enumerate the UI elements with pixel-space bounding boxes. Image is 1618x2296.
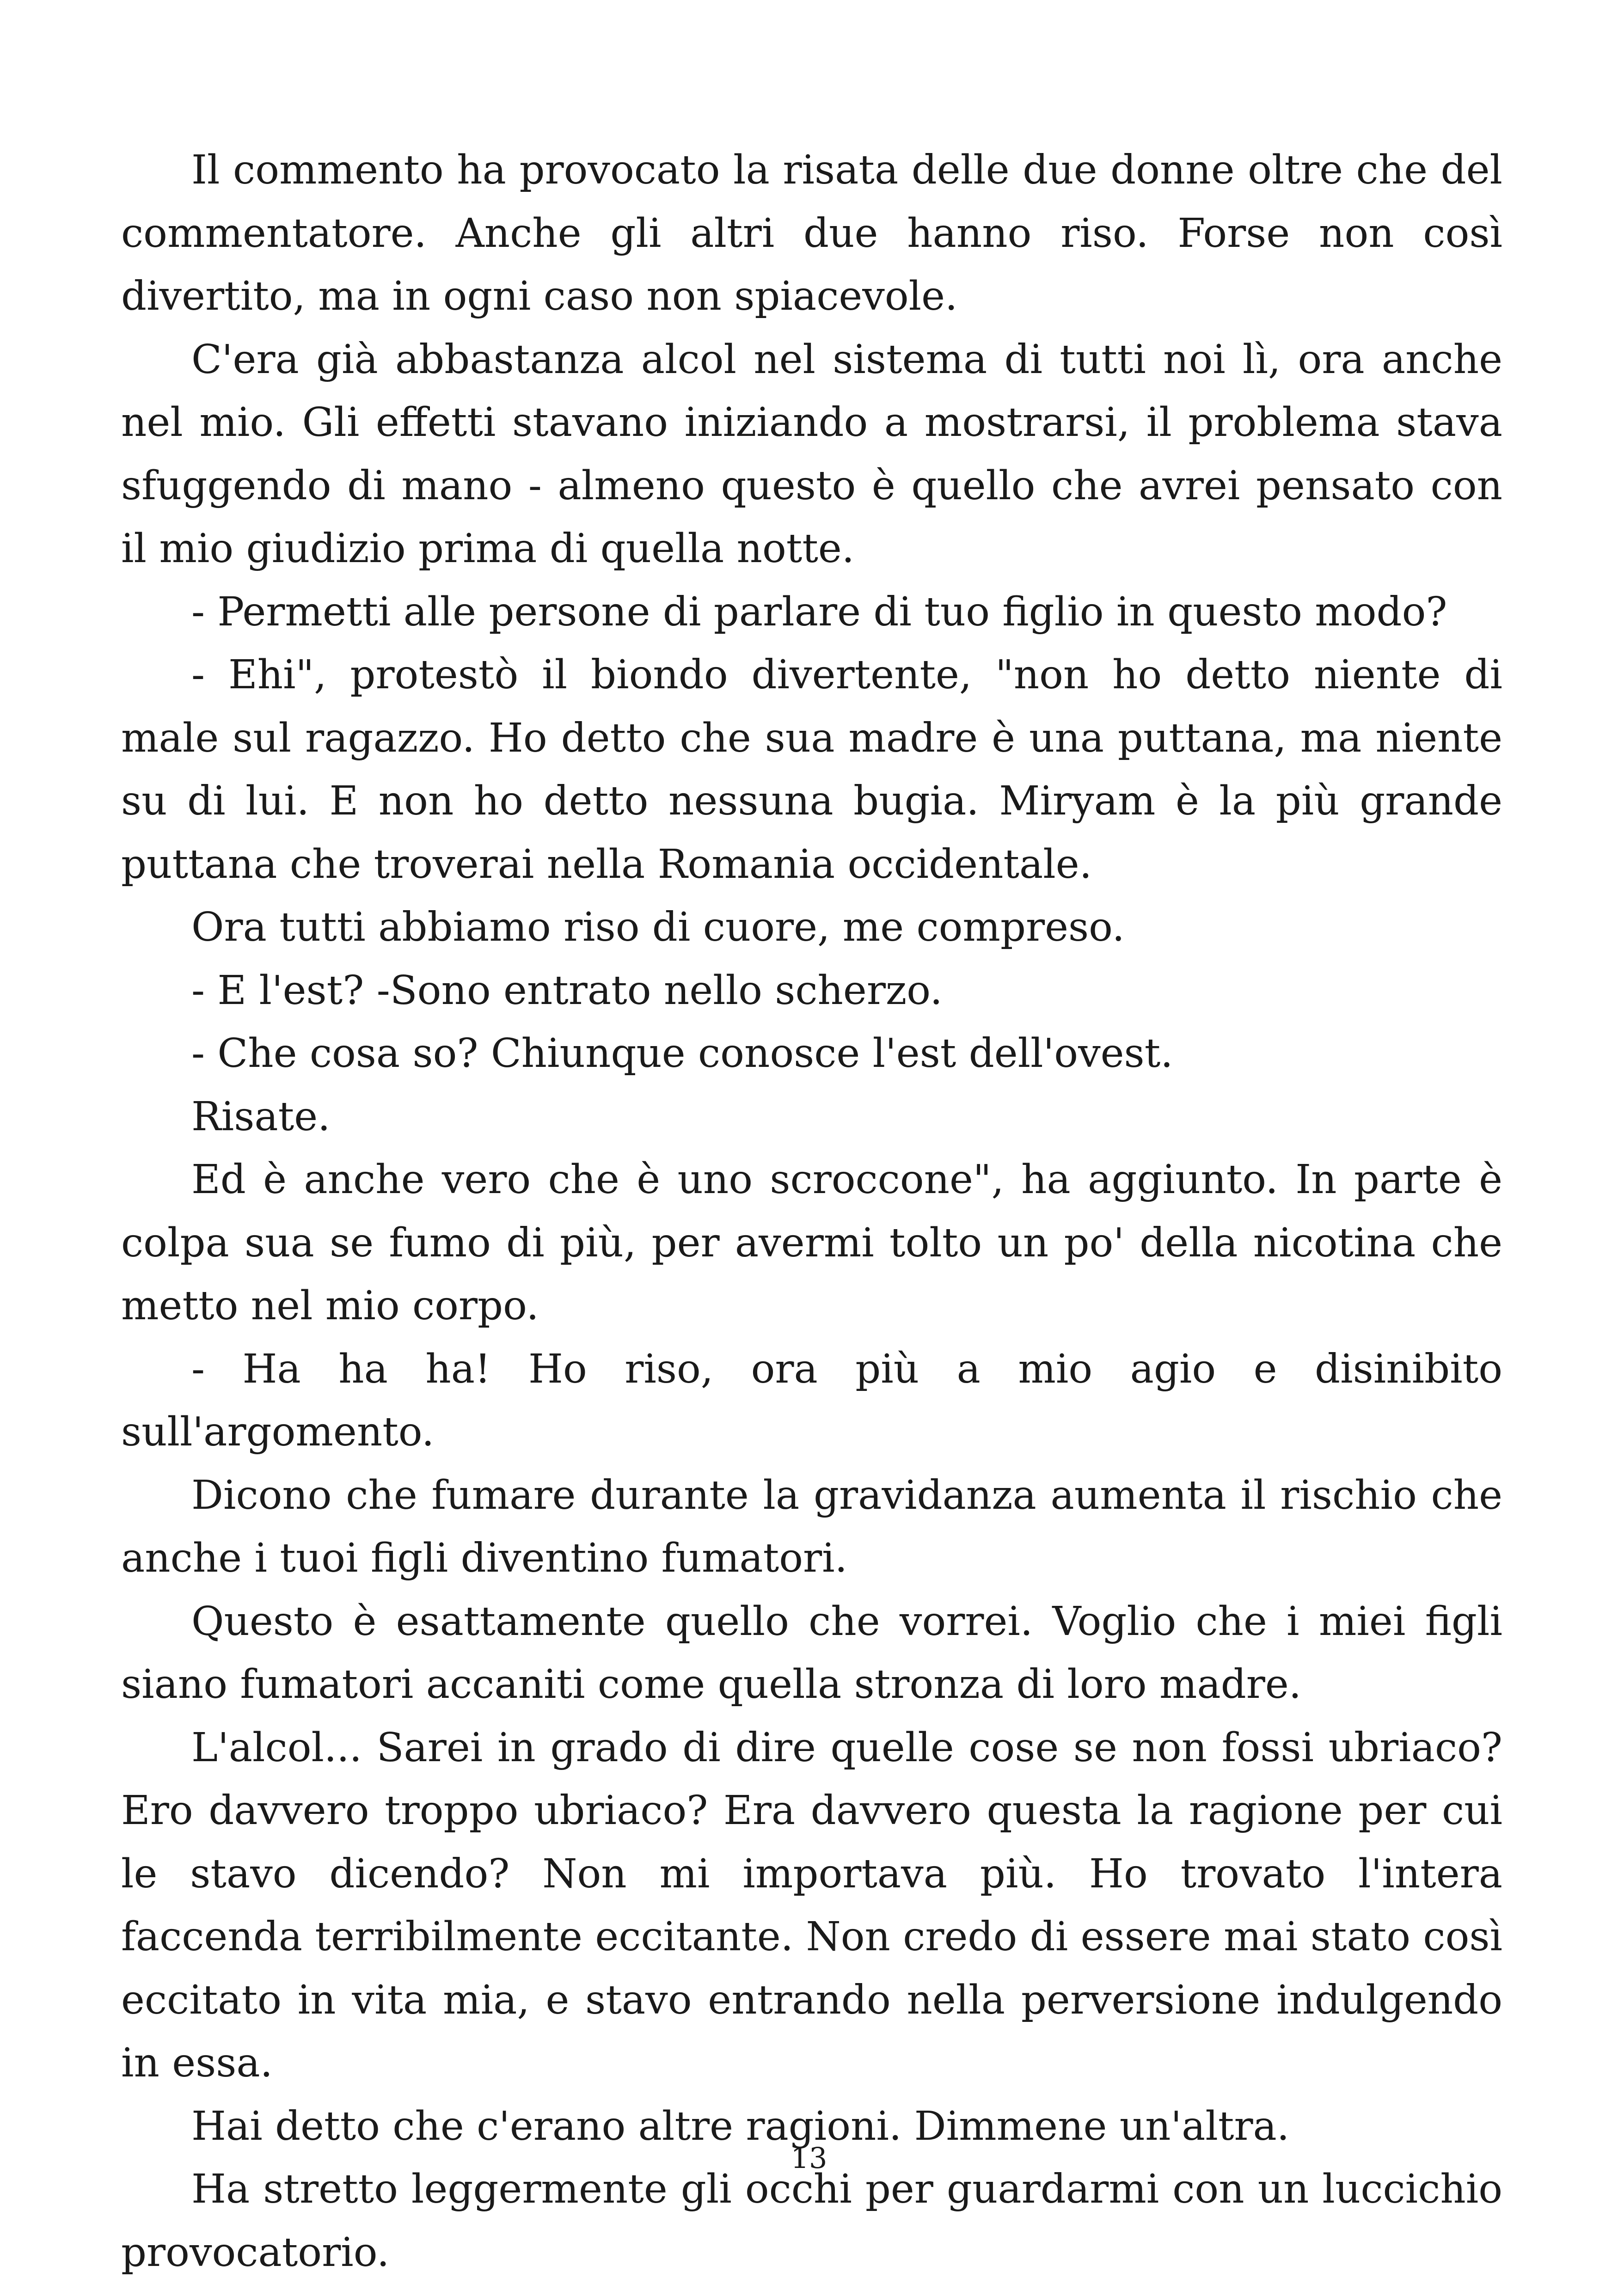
- paragraph: - Che cosa so? Chiunque conosce l'est dell'ovest.: [191, 1030, 1173, 1077]
- paragraph: Il commento ha provocato la risata delle due donne oltre che del commentatore. Anche gli altri due hanno riso. Forse non così divertito, ma in ogni caso non spiacevole.: [121, 147, 1502, 319]
- paragraph: Ora tutti abbiamo riso di cuore, me compreso.: [191, 904, 1125, 950]
- page-number: 13: [791, 2141, 827, 2175]
- paragraph: Dicono che fumare durante la gravidanza aumenta il rischio che anche i tuoi figli diventino fumatori.: [121, 1472, 1502, 1581]
- paragraph: L'alcol... Sarei in grado di dire quelle cose se non fossi ubriaco? Ero davvero troppo ubriaco? Era davvero questa la ragione per cui le stavo dicendo? Non mi importava più. Ho trovato l'intera faccenda terribilmente eccitante. Non credo di essere mai stato così eccitato in vita mia, e stavo entrando nella perversione indulgendo in essa.: [121, 1724, 1502, 2086]
- paragraph: - E l'est? -Sono entrato nello scherzo.: [191, 967, 943, 1014]
- paragraph: - Permetti alle persone di parlare di tuo figlio in questo modo?: [191, 588, 1447, 635]
- paragraph: Ed è anche vero che è uno scroccone", ha aggiunto. In parte è colpa sua se fumo di più, per avermi tolto un po' della nicotina che metto nel mio corpo.: [121, 1157, 1502, 1329]
- paragraph: Risate.: [191, 1093, 331, 1140]
- paragraph: - Ha ha ha! Ho riso, ora più a mio agio e disinibito sull'argomento.: [121, 1346, 1502, 1455]
- paragraph: Questo è esattamente quello che vorrei. Voglio che i miei figli siano fumatori accaniti come quella stronza di loro madre.: [121, 1598, 1502, 1708]
- paragraph: C'era già abbastanza alcol nel sistema di tutti noi lì, ora anche nel mio. Gli effetti stavano iniziando a mostrarsi, il problema stava sfuggendo di mano - almeno questo è quello che avrei pensato con il mio giudizio prima di quella notte.: [121, 336, 1502, 572]
- body-text: [121, 139, 1502, 2284]
- paragraph: Hai detto che c'erano altre ragioni. Dimmene un'altra.: [191, 2103, 1290, 2149]
- paragraph: Ha stretto leggermente gli occhi per guardarmi con un luccichio provocatorio.: [121, 2166, 1502, 2276]
- paragraph: - Ehi", protestò il biondo divertente, "non ho detto niente di male sul ragazzo. Ho detto che sua madre è una puttana, ma niente su di lui. E non ho detto nessuna bugia. Miryam è la più grande puttana che troverai nella Romania occidentale.: [121, 652, 1502, 888]
